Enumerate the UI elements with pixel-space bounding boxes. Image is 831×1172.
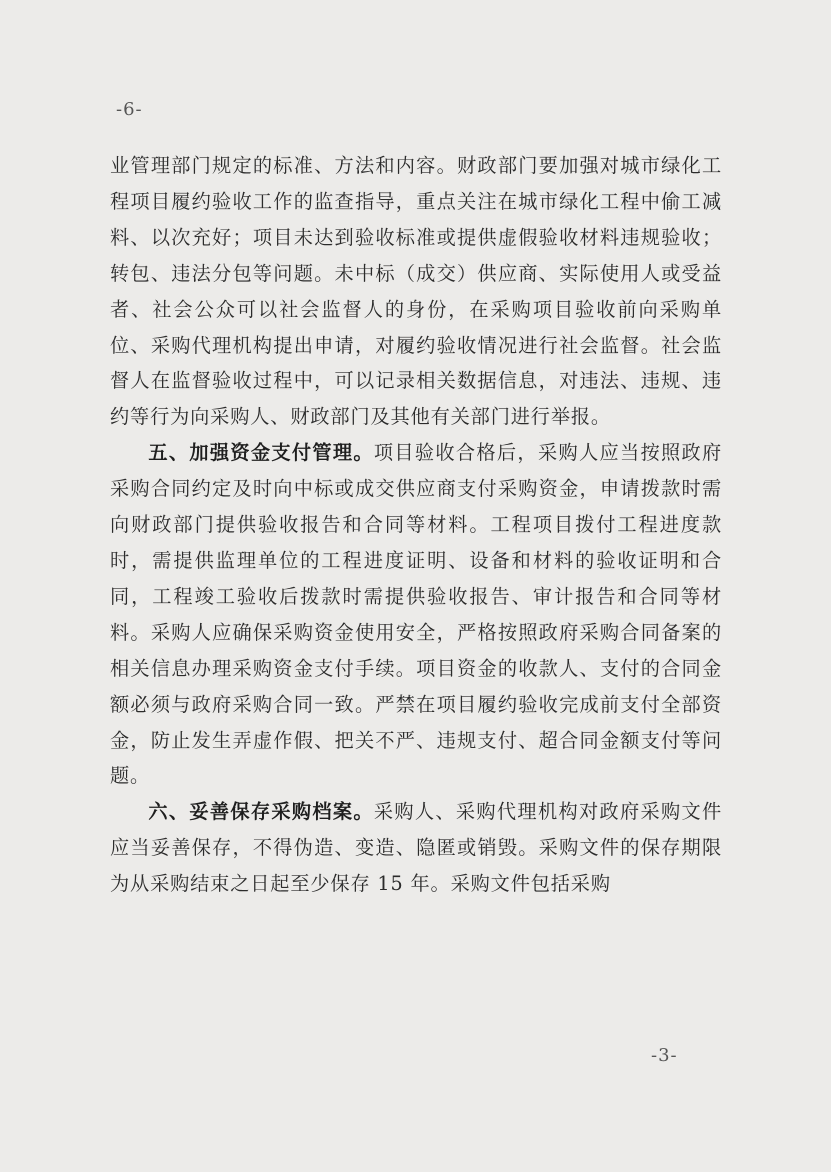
section-heading: 六、妥善保存采购档案。 (148, 800, 374, 824)
paragraph-section-6 (110, 794, 722, 902)
paragraph-section-5 (110, 435, 722, 794)
bottom-page-number: -3- (651, 1045, 678, 1066)
section-heading: 五、加强资金支付管理。 (148, 441, 374, 465)
paragraph-text: 项目验收合格后，采购人应当按照政府采购合同约定及时向中标或成交供应商支付采购资金，申请拨款时需向财政部门提供验收报告和合同等材料。工程项目拨付工程进度款时，需提供监理单位的工程进度证明、设备和材料的验收证明和合同，工程竣工验收后拨款时需提供验收报告、审计报告和合同等材料。采购人应确保采购资金使用安全，严格按照政府采购合同备案的相关信息办理采购资金支付手续。项目资金的收款人、支付的合同金额必须与政府采购合同一致。严禁在项目履约验收完成前支付全部资金，防止发生弄虚作假、把关不严、违规支付、超合同金额支付等问题。 (110, 441, 722, 788)
top-page-number: -6- (116, 99, 143, 120)
paragraph-text: 采购人、采购代理机构对政府采购文件应当妥善保存，不得伪造、变造、隐匿或销毁。采购文件的保存期限为从采购结束之日起至少保存 15 年。采购文件包括采购 (110, 800, 722, 896)
paragraph-continuation (110, 148, 722, 435)
paragraph-text: 业管理部门规定的标准、方法和内容。财政部门要加强对城市绿化工程项目履约验收工作的监查指导，重点关注在城市绿化工程中偷工减料、以次充好；项目未达到验收标准或提供虚假验收材料违规验收；转包、违法分包等问题。未中标（成交）供应商、实际使用人或受益者、社会公众可以社会监督人的身份，在采购项目验收前向采购单位、采购代理机构提出申请，对履约验收情况进行社会监督。社会监督人在监督验收过程中，可以记录相关数据信息，对违法、违规、违约等行为向采购人、财政部门及其他有关部门进行举报。 (110, 154, 722, 429)
body-text (110, 148, 722, 902)
